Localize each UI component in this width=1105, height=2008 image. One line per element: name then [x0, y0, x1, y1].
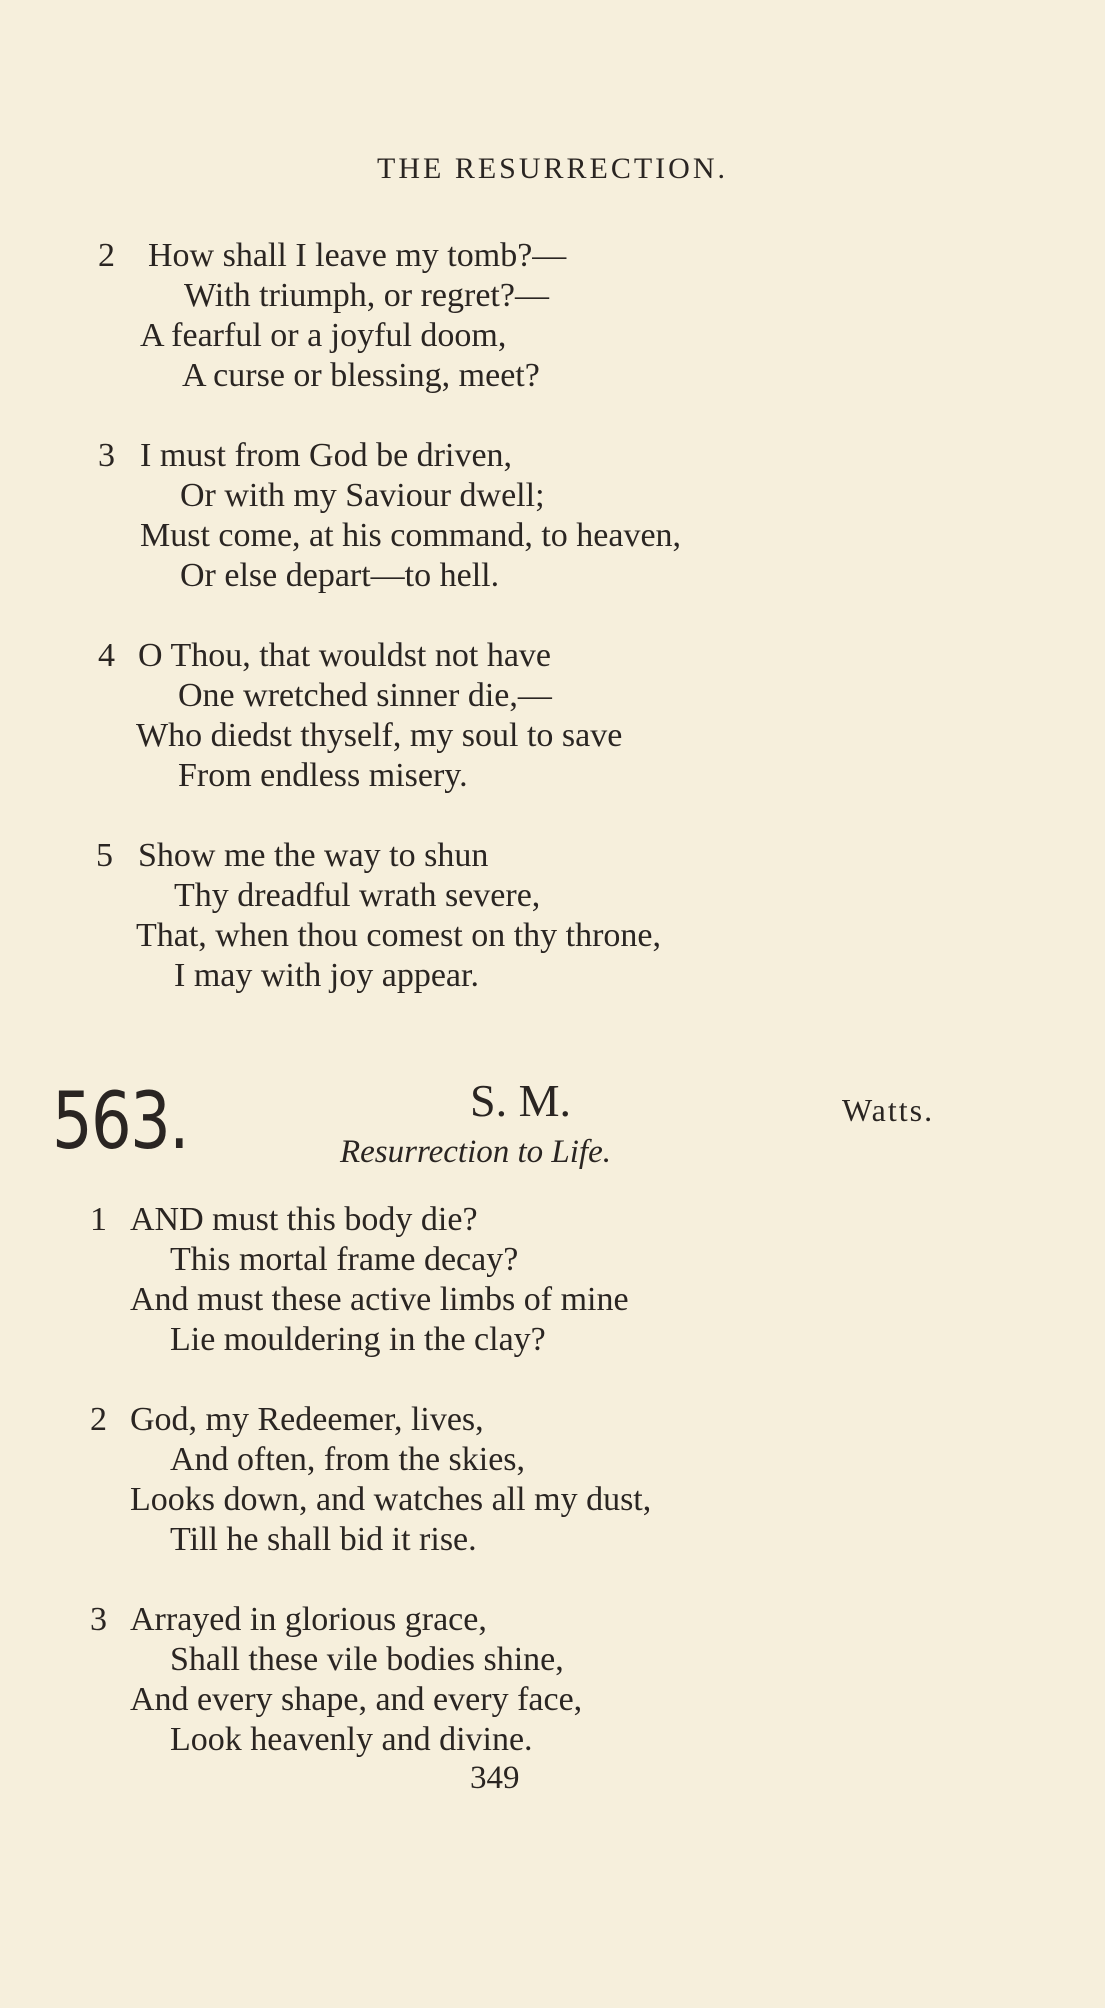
verse-line: One wretched sinner die,—: [178, 677, 552, 714]
verse-line: And often, from the skies,: [170, 1441, 526, 1478]
verse-line: Till he shall bid it rise.: [170, 1521, 477, 1558]
verse-line: Show me the way to shun: [138, 837, 489, 874]
verse-line: Arrayed in glorious grace,: [130, 1601, 487, 1638]
stanza-number: 5: [96, 837, 113, 874]
verse-line: A fearful or a joyful doom,: [140, 317, 507, 354]
verse-line: From endless misery.: [178, 757, 468, 794]
verse-line: I must from God be driven,: [140, 437, 513, 474]
verse-line: And every shape, and every face,: [130, 1681, 583, 1718]
hymn-number: 563.: [52, 1077, 188, 1167]
stanza-number: 3: [98, 437, 115, 474]
verse-line: A curse or blessing, meet?: [182, 357, 540, 394]
stanza-number: 2: [98, 237, 115, 274]
verse-line: And must these active limbs of mine: [130, 1281, 629, 1318]
verse-line: How shall I leave my tomb?—: [148, 237, 567, 274]
verse-line: Lie mouldering in the clay?: [170, 1321, 546, 1358]
hymn-subtitle: Resurrection to Life.: [340, 1134, 611, 1170]
verse-line: O Thou, that wouldst not have: [138, 637, 551, 674]
stanza-number: 4: [98, 637, 115, 674]
stanza-number: 3: [90, 1601, 107, 1638]
stanza-number: 1: [90, 1201, 107, 1238]
verse-line: Looks down, and watches all my dust,: [130, 1481, 652, 1518]
running-head: THE RESURRECTION.: [377, 152, 728, 185]
verse-line: Or with my Saviour dwell;: [180, 477, 545, 514]
verse-line: This mortal frame decay?: [170, 1241, 519, 1278]
verse-line: Look heavenly and divine.: [170, 1721, 533, 1758]
verse-line: That, when thou comest on thy throne,: [136, 917, 662, 954]
verse-line: I may with joy appear.: [174, 957, 479, 994]
verse-line: Shall these vile bodies shine,: [170, 1641, 564, 1678]
verse-line: Who diedst thyself, my soul to save: [136, 717, 623, 754]
verse-line: With triumph, or regret?—: [184, 277, 549, 314]
verse-line: AND must this body die?: [130, 1201, 478, 1238]
verse-line: God, my Redeemer, lives,: [130, 1401, 484, 1438]
hymn-meter: S. M.: [470, 1075, 571, 1126]
verse-line: Must come, at his command, to heaven,: [140, 517, 682, 554]
verse-line: Thy dreadful wrath severe,: [174, 877, 541, 914]
verse-line: Or else depart—to hell.: [180, 557, 500, 594]
hymn-author: Watts.: [842, 1092, 935, 1128]
page-number: 349: [470, 1760, 520, 1796]
stanza-number: 2: [90, 1401, 107, 1438]
